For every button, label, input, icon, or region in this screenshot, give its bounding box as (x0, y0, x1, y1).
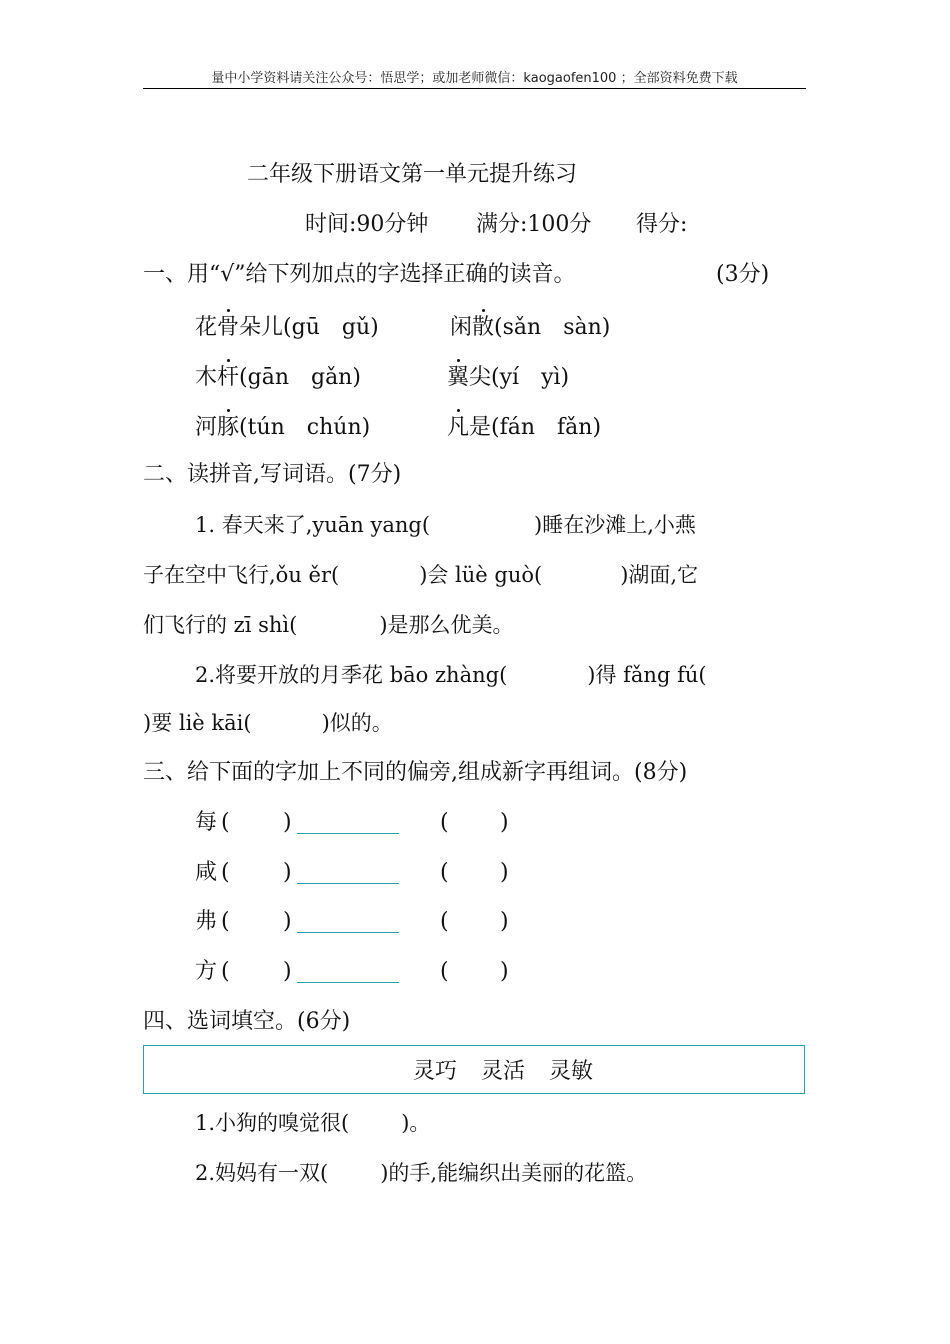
q1-text: 们飞行的 zī shì( (143, 613, 298, 637)
q1-text: )睡在沙滩上,小燕 (534, 513, 696, 537)
q4-text: )。 (401, 1111, 431, 1135)
q1-text: )是那么优美。 (379, 613, 514, 637)
q2-text: )要 liè kāi( (143, 711, 252, 735)
section2-heading: 二、读拼音,写词语。(7分) (143, 462, 402, 487)
item-pre: 闲 (450, 315, 473, 340)
paren-close: ) (500, 860, 509, 885)
q4-1 (195, 1108, 430, 1138)
item-pre: 河 (195, 415, 218, 440)
pinyin-item (195, 363, 361, 393)
pinyin-item (447, 363, 569, 393)
pinyin-item (195, 413, 370, 443)
paren-open: ( (221, 810, 230, 835)
answer-underline[interactable] (297, 932, 399, 933)
paren-open: ( (221, 909, 230, 934)
q1-line1 (195, 510, 696, 540)
section3-heading: 三、给下面的字加上不同的偏旁,组成新字再组词。(8分) (143, 760, 688, 785)
item-post: 是(fán fǎn) (469, 415, 602, 440)
dotted-char: 骨 (217, 313, 239, 343)
q1-line2 (143, 560, 698, 590)
radical-char: 方 (195, 959, 218, 984)
q1-text: 1. 春天来了,yuān yang( (195, 513, 431, 537)
answer-underline[interactable] (297, 883, 399, 884)
paren-open: ( (440, 909, 449, 934)
q2-line1 (195, 660, 707, 690)
answer-underline[interactable] (297, 982, 399, 983)
pinyin-item (195, 313, 379, 343)
paren-close: ) (283, 810, 292, 835)
q1-text: 子在空中飞行,ǒu ěr( (143, 563, 340, 587)
item-pre: 木 (195, 365, 218, 390)
header-divider (143, 88, 806, 89)
full-score: 满分:100分 (476, 212, 592, 237)
paren-open: ( (221, 860, 230, 885)
q2-text: )似的。 (321, 711, 393, 735)
answer-underline[interactable] (297, 833, 399, 834)
item-post: (tún chún) (239, 415, 371, 440)
q4-text: 2.妈妈有一双( (195, 1161, 329, 1185)
paren-open: ( (440, 860, 449, 885)
paren-open: ( (440, 959, 449, 984)
paren-close: ) (500, 959, 509, 984)
page-title: 二年级下册语文第一单元提升练习 (247, 162, 578, 187)
word-bank (143, 1057, 863, 1087)
pinyin-item (450, 313, 610, 343)
q4-text: 1.小狗的嗅觉很( (195, 1111, 350, 1135)
item-post: 尖(yí yì) (469, 365, 570, 390)
dotted-char: 散 (472, 313, 494, 343)
word-option: 灵活 (480, 1059, 525, 1084)
section1-heading: 一、用“√”给下列加点的字选择正确的读音。 (143, 262, 576, 287)
score-label: 得分: (636, 212, 688, 237)
dotted-char: 翼 (447, 363, 469, 393)
section1-points: (3分) (716, 262, 770, 287)
word-option: 灵巧 (412, 1059, 457, 1084)
q1-text: )湖面,它 (620, 563, 699, 587)
dotted-char: 凡 (447, 413, 469, 443)
q2-line2 (143, 708, 393, 738)
paren-open: ( (440, 810, 449, 835)
dotted-char: 豚 (217, 413, 239, 443)
paren-open: ( (221, 959, 230, 984)
section4-heading: 四、选词填空。(6分) (143, 1009, 351, 1034)
pinyin-item (447, 413, 601, 443)
word-option: 灵敏 (549, 1059, 594, 1084)
q2-text: 2.将要开放的月季花 bāo zhàng( (195, 663, 508, 687)
item-post: (gān gǎn) (239, 365, 361, 390)
paren-close: ) (283, 909, 292, 934)
item-post: (sǎn sàn) (494, 315, 611, 340)
exam-time: 时间:90分钟 (305, 212, 429, 237)
item-post: 朵儿(gū gǔ) (239, 315, 379, 340)
paren-close: ) (283, 860, 292, 885)
item-pre: 花 (195, 315, 218, 340)
q1-text: )会 lüè guò( (419, 563, 543, 587)
paren-close: ) (500, 810, 509, 835)
radical-char: 咸 (195, 860, 218, 885)
q2-text: )得 fǎng fú( (587, 663, 707, 687)
radical-char: 弗 (195, 909, 218, 934)
header-note: 量中小学资料请关注公众号：悟思学；或加老师微信：kaogaofen100 ；全部资料免费下载 (211, 71, 738, 86)
q4-text: )的手,能编织出美丽的花篮。 (380, 1161, 648, 1185)
q4-2 (195, 1158, 647, 1188)
dotted-char: 杆 (217, 363, 239, 393)
paren-close: ) (500, 909, 509, 934)
q1-line3 (143, 610, 514, 640)
paren-close: ) (283, 959, 292, 984)
radical-char: 每 (195, 810, 218, 835)
